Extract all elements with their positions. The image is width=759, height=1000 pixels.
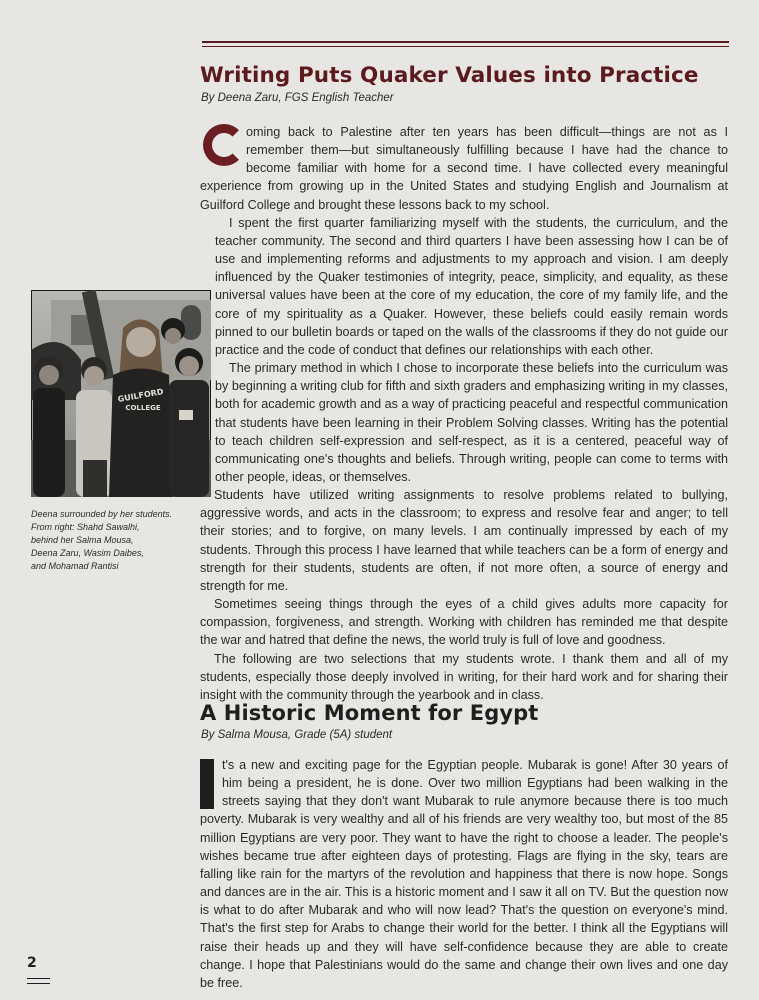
- article-body: [200, 756, 728, 992]
- drop-cap-c: [200, 124, 240, 166]
- paragraph: Sometimes seeing things through the eyes of a child gives adults more capacity for compassion, forgiveness, and strength. Working with children has reminded me that despite the war and hatred that define the news, the world truly is full of love and goodness.: [200, 597, 728, 648]
- caption-line: Deena Zaru, Wasim Daibes,: [31, 548, 144, 558]
- drop-cap-i: [200, 759, 214, 809]
- caption-line: From right: Shahd Sawalhi,: [31, 522, 140, 532]
- students-photo: [31, 290, 211, 497]
- shirt-text-college: COLLEGE: [125, 404, 161, 412]
- paragraph: The primary method in which I chose to incorporate these beliefs into the curriculum was by beginning a writing club for fifth and sixth graders and emphasizing writing in my classes, both for academic growth and as a way of practicing peaceful and respectful communication that students have been learning in their Problem Solving classes. Writing has the potential to teach children self-expression and self-respect, as it is a centered, peaceful way of communicating one's thoughts and beliefs. Through writing, people can come to terms with other people, ideas, or themselves.: [215, 361, 728, 484]
- paragraph: oming back to Palestine after ten years has been difficult—things are not as I remember them—but simultaneously fulfilling because I have had the chance to become familiar with home for a second time. I have collected every meaningful experience from growing up in the United States and studying English and Journalism at Guilford College and brought these lessons back to my school.: [200, 125, 728, 212]
- caption-line: and Mohamad Rantisi: [31, 561, 119, 571]
- caption-line: behind her Salma Mousa,: [31, 535, 134, 545]
- article-byline: By Deena Zaru, FGS English Teacher: [201, 92, 394, 104]
- page-number: 2: [27, 955, 37, 971]
- photo-caption: [31, 508, 181, 573]
- page-number-rule: [27, 978, 50, 984]
- article-egypt: [200, 699, 728, 992]
- paragraph: The following are two selections that my students wrote. I thank them and all of my students, especially those deeply involved in writing, for their hard work and for sharing their insight with the community through the yearbook and in class.: [200, 651, 728, 702]
- caption-line: Deena surrounded by her students.: [31, 509, 173, 519]
- header-rule: [202, 41, 729, 47]
- article-byline: By Salma Mousa, Grade (5A) student: [201, 729, 393, 741]
- paragraph: I spent the first quarter familiarizing myself with the students, the curriculum, and the teacher community. The second and third quarters I have been assessing how I can be of use and implementing reforms and adjustments to my approach and vision. I am deeply influenced by the Quaker testimonies of integrity, peace, simplicity, and equality, as these universal values have been at the core of my education, the core of my family life, and the core of my spirituality as a Quaker. However, these beliefs could easily remain words pinned to our bulletin boards or taped on the walls of the classrooms if they do not guide our practice and the code of conduct that defines our relationships with each other.: [215, 215, 728, 357]
- article-title: A Historic Moment for Egypt: [200, 701, 539, 725]
- shirt-text-guilford: GUILFORD: [117, 387, 165, 404]
- article-title: Writing Puts Quaker Values into Practice: [200, 63, 699, 88]
- paragraph: Students have utilized writing assignments to resolve problems related to bullying, aggressive words, and acts in the classroom; to express and resolve fear and anger; to tell their stories; and to forgive, on many levels. I am continually impressed by each of my students. Through this process I have learned that while teachers can be a form of energy and strength for their students, students are often, if not more often, a source of energy and strength for me.: [200, 488, 728, 593]
- article-quaker-values: [200, 62, 728, 704]
- article-body: [200, 123, 728, 704]
- paragraph: t's a new and exciting page for the Egyptian people. Mubarak is gone! After 30 years of him being a president, he is done. Over two million Egyptians had been walking in the streets saying that they don't want Mubarak to rule anymore because there is too much poverty. Mubarak is very wealthy and all of his friends are very wealthy too, but most of the 85 million Egyptians are very poor. They want to have the right to choose a leader. The people's wishes became true after eighteen days of protesting. Flags are flying in the sky, tears are falling like rain for the martyrs of the revolution and happiness that there is now hope. Songs and dances are in the air. This is a historic moment and I saw it all on TV. But the question now is what to do after Mubarak and who will now lead? That's the question on everyone's mind. That's the first step for Arabs to change their world for the better. I think all the Egyptians will raise their heads up and they will have self-confidence because they are able to create change. I hope that Palestinians would do the same and change their own lives and one day be free.: [200, 758, 728, 990]
